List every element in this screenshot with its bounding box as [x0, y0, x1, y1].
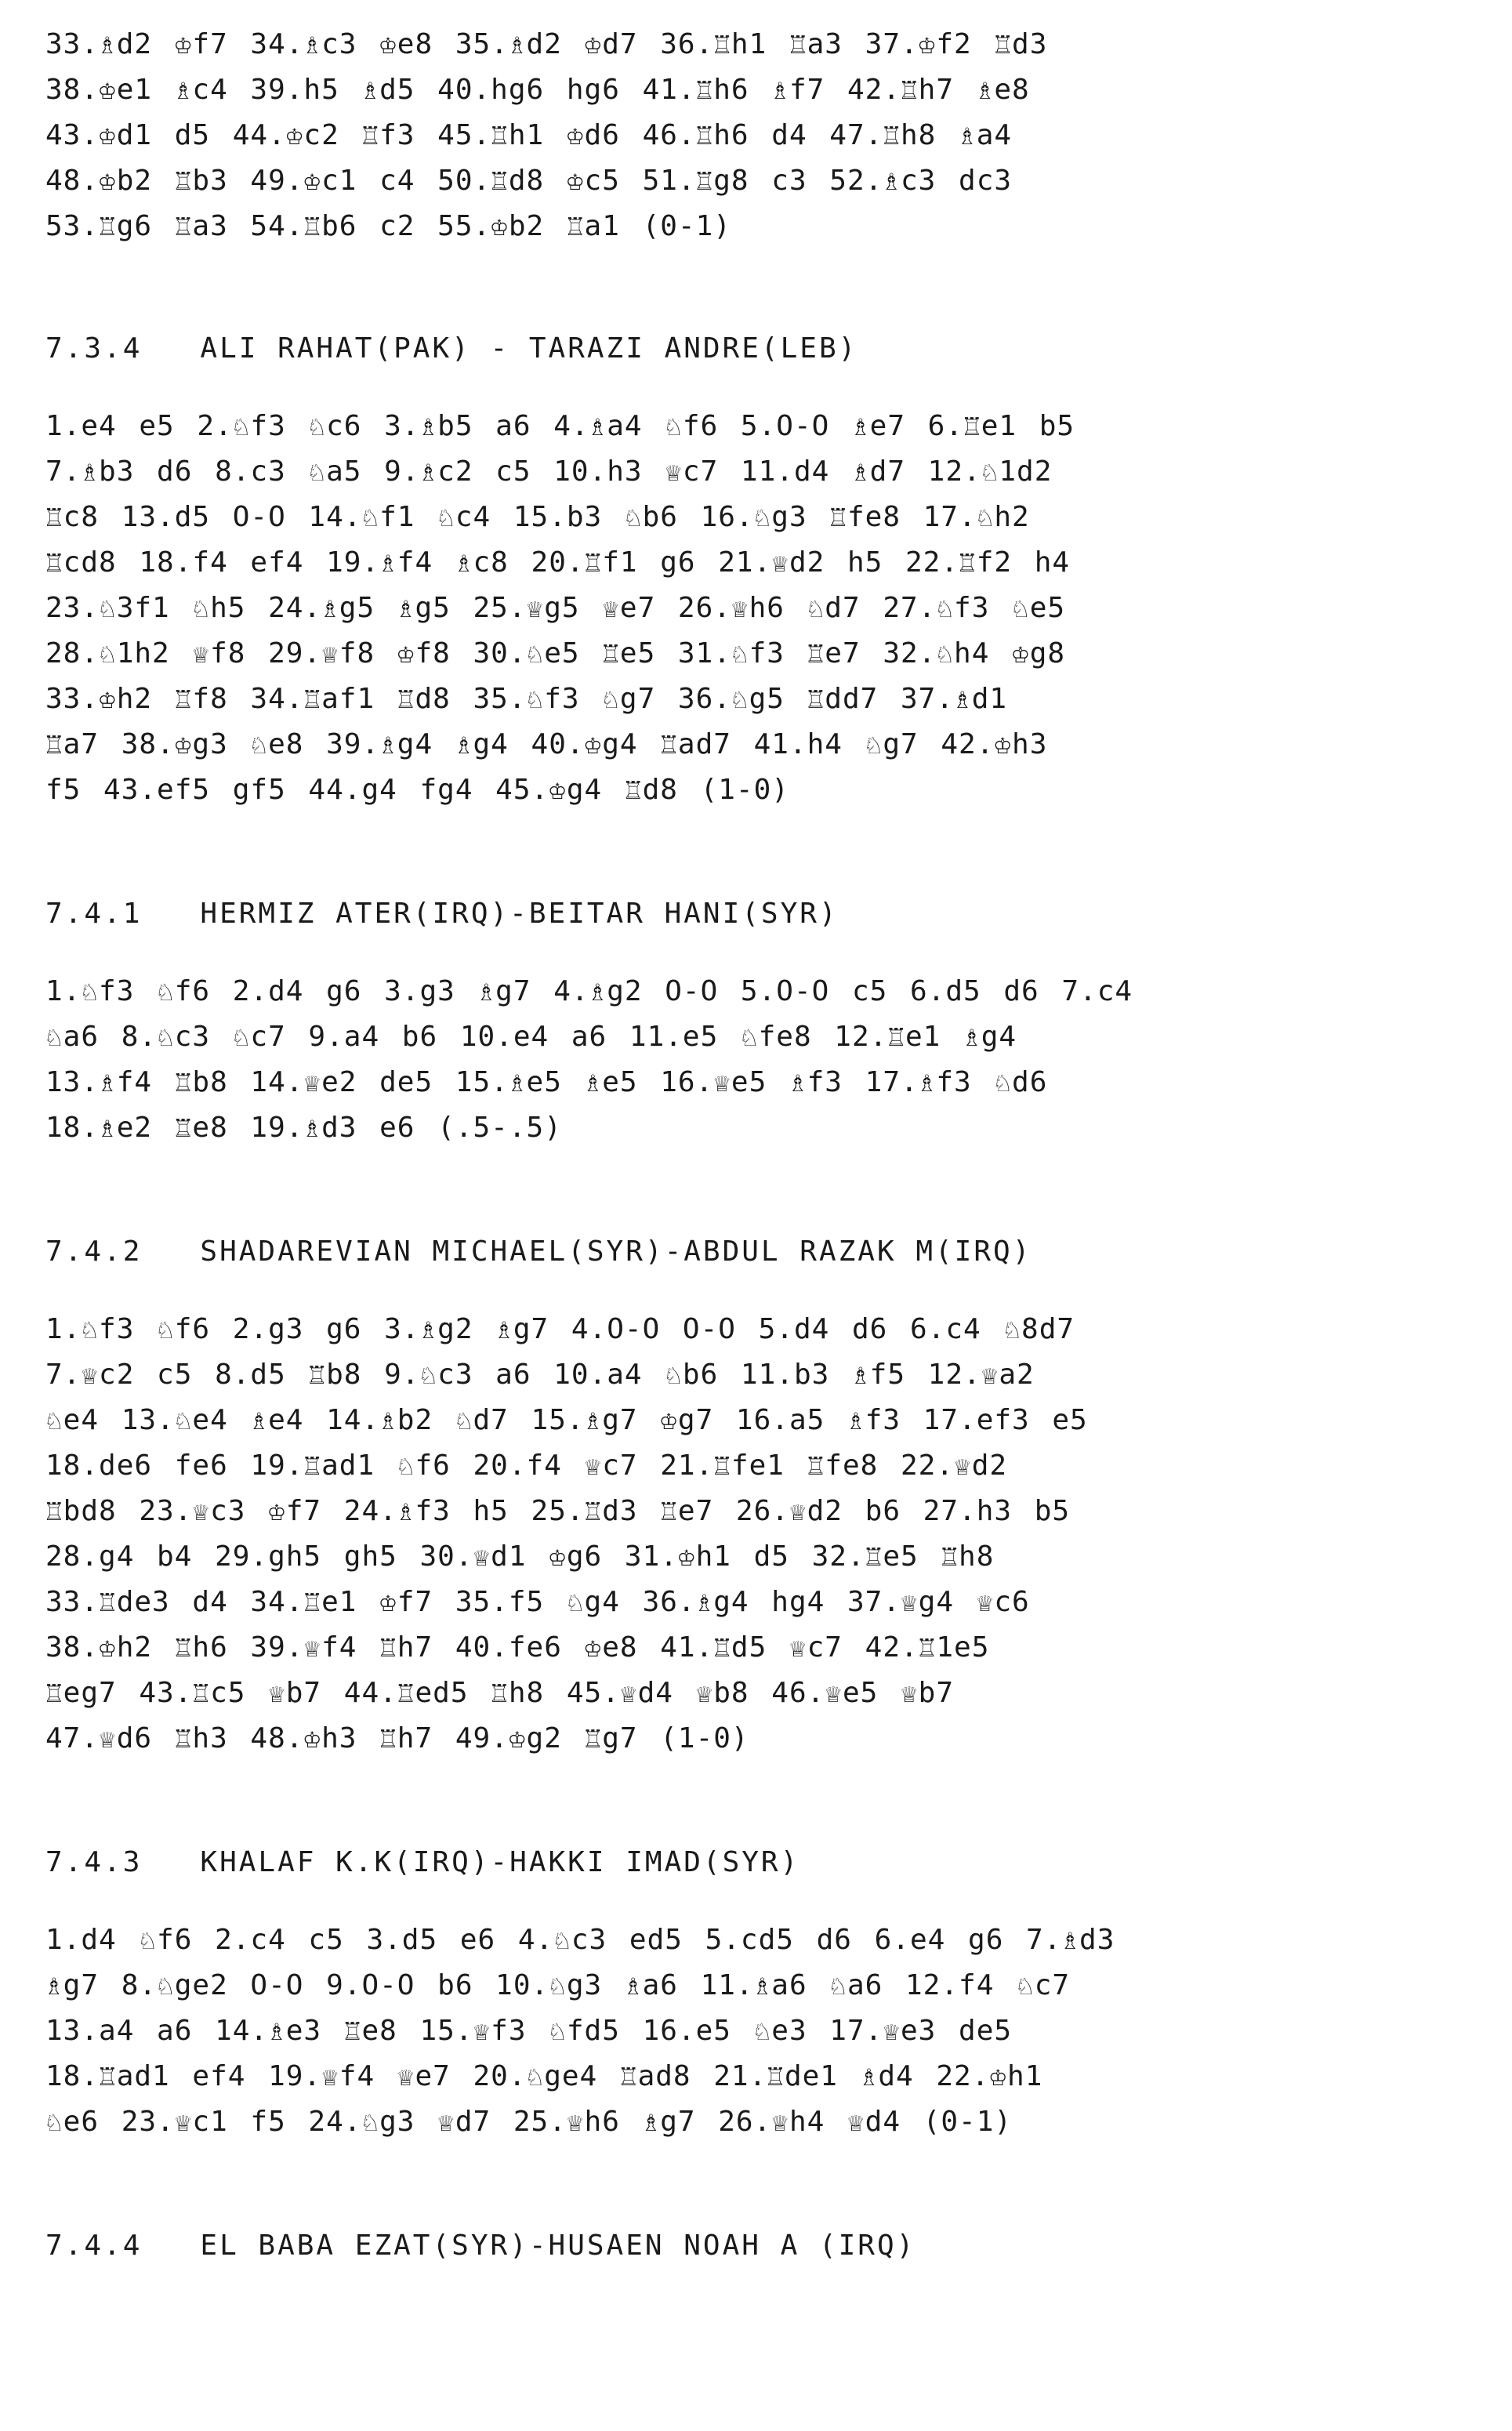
- game-7-4-4: [45, 2230, 1472, 2262]
- game-header: 7.4.2 SHADAREVIAN MICHAEL(SYR)-ABDUL RAZAK M(IRQ): [45, 1235, 1032, 1268]
- game-7-3-4: [45, 332, 1472, 813]
- game-header: 7.3.4 ALI RAHAT(PAK) - TARAZI ANDRE(LEB): [45, 332, 858, 365]
- game-moves: 1.♘f3 ♘f6 2.d4 g6 3.g3 ♗g7 4.♗g2 O-O 5.O-O c5 6.d5 d6 7.c4 ♘a6 8.♘c3 ♘c7 9.a4 b6 10.e4 a6 11.e5 ♘fe8 12.♖e1 ♗g4 13.♗f4 ♖b8 14.♕e2 de5 15.♗e5 ♗e5 16.♕e5 ♗f3 17.♗f3 ♘d6 18.♗e2 ♖e8 19.♗d3 e6 (.5-.5): [45, 975, 1133, 1144]
- game-moves: 1.d4 ♘f6 2.c4 c5 3.d5 e6 4.♘c3 ed5 5.cd5 d6 6.e4 g6 7.♗d3 ♗g7 8.♘ge2 O-O 9.O-O b6 10.♘g3 ♗a6 11.♗a6 ♘a6 12.f4 ♘c7 13.a4 a6 14.♗e3 ♖e8 15.♕f3 ♘fd5 16.e5 ♘e3 17.♕e3 de5 18.♖ad1 ef4 19.♕f4 ♕e7 20.♘ge4 ♖ad8 21.♖de1 ♗d4 22.♔h1 ♘e6 23.♕c1 f5 24.♘g3 ♕d7 25.♕h6 ♗g7 26.♕h4 ♕d4 (0-1): [45, 1924, 1115, 2138]
- game-header: 7.4.3 KHALAF K.K(IRQ)-HAKKI IMAD(SYR): [45, 1846, 800, 1878]
- game-7-4-1: [45, 898, 1472, 1151]
- game-7-4-3: [45, 1846, 1472, 2145]
- game-header: 7.4.1 HERMIZ ATER(IRQ)-BEITAR HANI(SYR): [45, 898, 839, 930]
- game-header: 7.4.4 EL BABA EZAT(SYR)-HUSAEN NOAH A (IRQ): [45, 2230, 916, 2262]
- game-moves: 1.e4 e5 2.♘f3 ♘c6 3.♗b5 a6 4.♗a4 ♘f6 5.O-O ♗e7 6.♖e1 b5 7.♗b3 d6 8.c3 ♘a5 9.♗c2 c5 10.h3 ♕c7 11.d4 ♗d7 12.♘1d2 ♖c8 13.d5 O-O 14.♘f1 ♘c4 15.b3 ♘b6 16.♘g3 ♖fe8 17.♘h2 ♖cd8 18.f4 ef4 19.♗f4 ♗c8 20.♖f1 g6 21.♕d2 h5 22.♖f2 h4 23.♘3f1 ♘h5 24.♗g5 ♗g5 25.♕g5 ♕e7 26.♕h6 ♘d7 27.♘f3 ♘e5 28.♘1h2 ♕f8 29.♕f8 ♔f8 30.♘e5 ♖e5 31.♘f3 ♖e7 32.♘h4 ♔g8 33.♔h2 ♖f8 34.♖af1 ♖d8 35.♘f3 ♘g7 36.♘g5 ♖dd7 37.♗d1 ♖a7 38.♔g3 ♘e8 39.♗g4 ♗g4 40.♔g4 ♖ad7 41.h4 ♘g7 42.♔h3 f5 43.ef5 gf5 44.g4 fg4 45.♔g4 ♖d8 (1-0): [45, 410, 1075, 806]
- game-7-4-2: [45, 1235, 1472, 1762]
- game-continuation-moves: 33.♗d2 ♔f7 34.♗c3 ♔e8 35.♗d2 ♔d7 36.♖h1 ♖a3 37.♔f2 ♖d3 38.♔e1 ♗c4 39.h5 ♗d5 40.hg6 hg6 41.♖h6 ♗f7 42.♖h7 ♗e8 43.♔d1 d5 44.♔c2 ♖f3 45.♖h1 ♔d6 46.♖h6 d4 47.♖h8 ♗a4 48.♔b2 ♖b3 49.♔c1 c4 50.♖d8 ♔c5 51.♖g8 c3 52.♗c3 dc3 53.♖g6 ♖a3 54.♖b6 c2 55.♔b2 ♖a1 (0-1): [45, 28, 1048, 242]
- game-moves: 1.♘f3 ♘f6 2.g3 g6 3.♗g2 ♗g7 4.O-O O-O 5.d4 d6 6.c4 ♘8d7 7.♕c2 c5 8.d5 ♖b8 9.♘c3 a6 10.a4 ♘b6 11.b3 ♗f5 12.♕a2 ♘e4 13.♘e4 ♗e4 14.♗b2 ♘d7 15.♗g7 ♔g7 16.a5 ♗f3 17.ef3 e5 18.de6 fe6 19.♖ad1 ♘f6 20.f4 ♕c7 21.♖fe1 ♖fe8 22.♕d2 ♖bd8 23.♕c3 ♔f7 24.♗f3 h5 25.♖d3 ♖e7 26.♕d2 b6 27.h3 b5 28.g4 b4 29.gh5 gh5 30.♕d1 ♔g6 31.♔h1 d5 32.♖e5 ♖h8 33.♖de3 d4 34.♖e1 ♔f7 35.f5 ♘g4 36.♗g4 hg4 37.♕g4 ♕c6 38.♔h2 ♖h6 39.♕f4 ♖h7 40.fe6 ♔e8 41.♖d5 ♕c7 42.♖1e5 ♖eg7 43.♖c5 ♕b7 44.♖ed5 ♖h8 45.♕d4 ♕b8 46.♕e5 ♕b7 47.♕d6 ♖h3 48.♔h3 ♖h7 49.♔g2 ♖g7 (1-0): [45, 1313, 1088, 1754]
- score-sheet-page: [45, 22, 1472, 2301]
